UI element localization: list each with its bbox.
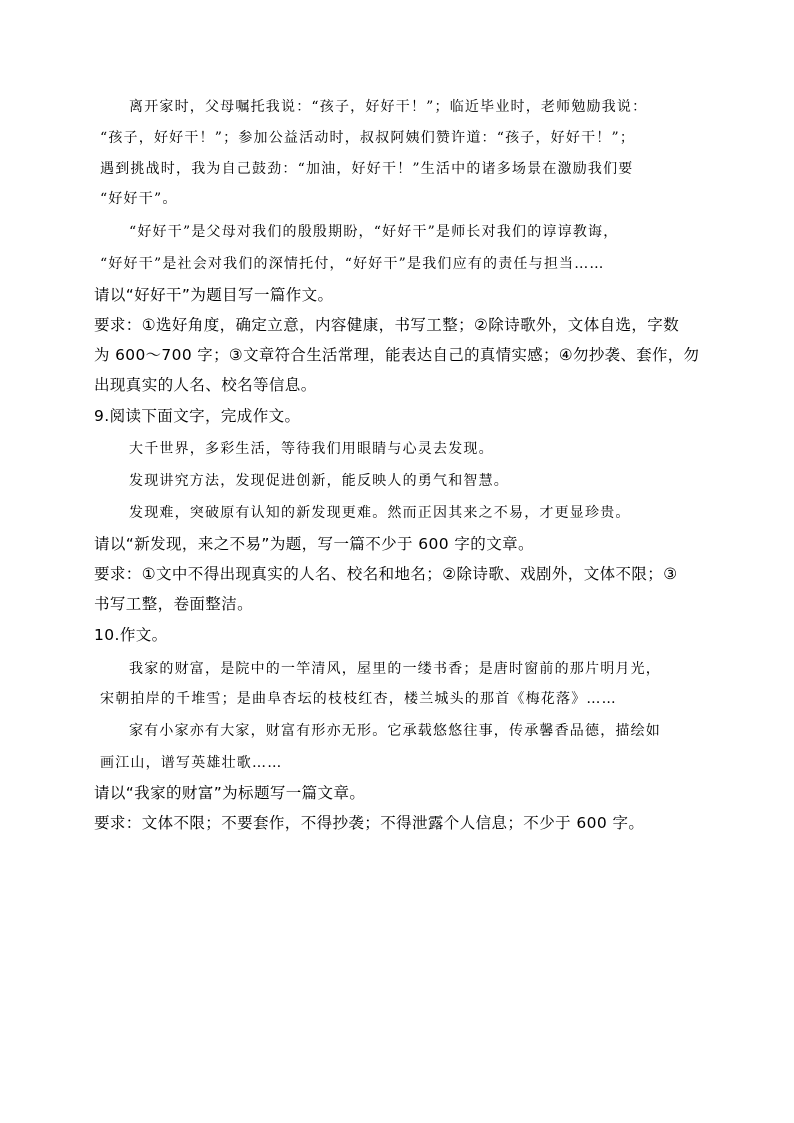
essay8-requirement-line: 要求：①选好角度，确定立意，内容健康，书写工整；②除诗歌外，文体自选，字数 [94,316,680,334]
essay8-prompt-line: 离开家时，父母嘱托我说：“孩子，好好干！”；临近毕业时，老师勉励我说： [129,99,648,115]
essay10-requirement-line: 要求：文体不限；不要套作，不得抄袭；不得泄露个人信息；不少于 600 字。 [94,814,645,832]
essay9-heading: 9.阅读下面文字，完成作文。 [94,407,301,425]
essay8-prompt-line: “孩子，好好干！”；参加公益活动时，叔叔阿姨们赞许道：“孩子，好好干！”； [100,130,636,146]
essay8-prompt-line: “好好干”。 [100,191,178,207]
essay9-requirement-line: 要求：①文中不得出现真实的人名、校名和地名；②除诗歌、戏剧外，文体不限；③ [94,565,678,583]
essay9-prompt-line: 大千世界，多彩生活，等待我们用眼睛与心灵去发现。 [129,441,494,457]
essay9-instruction: 请以“新发现，来之不易”为题，写一篇不少于 600 字的文章。 [94,535,534,553]
essay10-prompt-line: 画江山，谱写英雄壮歌…… [100,755,283,771]
essay10-prompt-line: 家有小家亦有大家，财富有形亦无形。它承载悠悠往事，传承馨香品德，描绘如 [129,723,661,739]
essay8-requirement-line: 出现真实的人名、校名等信息。 [94,376,317,394]
essay9-requirement-line: 书写工整，卷面整洁。 [94,595,254,613]
essay10-prompt-line: 我家的财富，是院中的一竿清风，屋里的一缕书香；是唐时窗前的那片明月光， [129,661,661,677]
essay10-heading: 10.作文。 [94,626,168,644]
essay9-prompt-line: 发现难，突破原有认知的新发现更难。然而正因其来之不易，才更显珍贵。 [129,505,631,521]
essay8-prompt-line: “好好干”是父母对我们的殷殷期盼，“好好干”是师长对我们的谆谆教诲， [129,224,619,240]
essay8-prompt-line: 遇到挑战时，我为自己鼓劲：“加油，好好干！”生活中的诸多场景在激励我们要 [100,161,634,177]
essay10-prompt-line: 宋朝拍岸的千堆雪；是曲阜杏坛的枝枝红杏，楼兰城头的那首《梅花落》…… [100,691,617,707]
essay10-instruction: 请以“我家的财富”为标题写一篇文章。 [94,784,366,802]
essay8-prompt-line: “好好干”是社会对我们的深情托付，“好好干”是我们应有的责任与担当…… [100,256,605,272]
essay9-prompt-line: 发现讲究方法，发现促进创新，能反映人的勇气和智慧。 [129,473,509,489]
essay8-requirement-line: 为 600～700 字；③文章符合生活常理，能表达自己的真情实感；④勿抄袭、套作，勿 [94,346,700,364]
essay8-instruction: 请以“好好干”为题目写一篇作文。 [94,286,334,304]
